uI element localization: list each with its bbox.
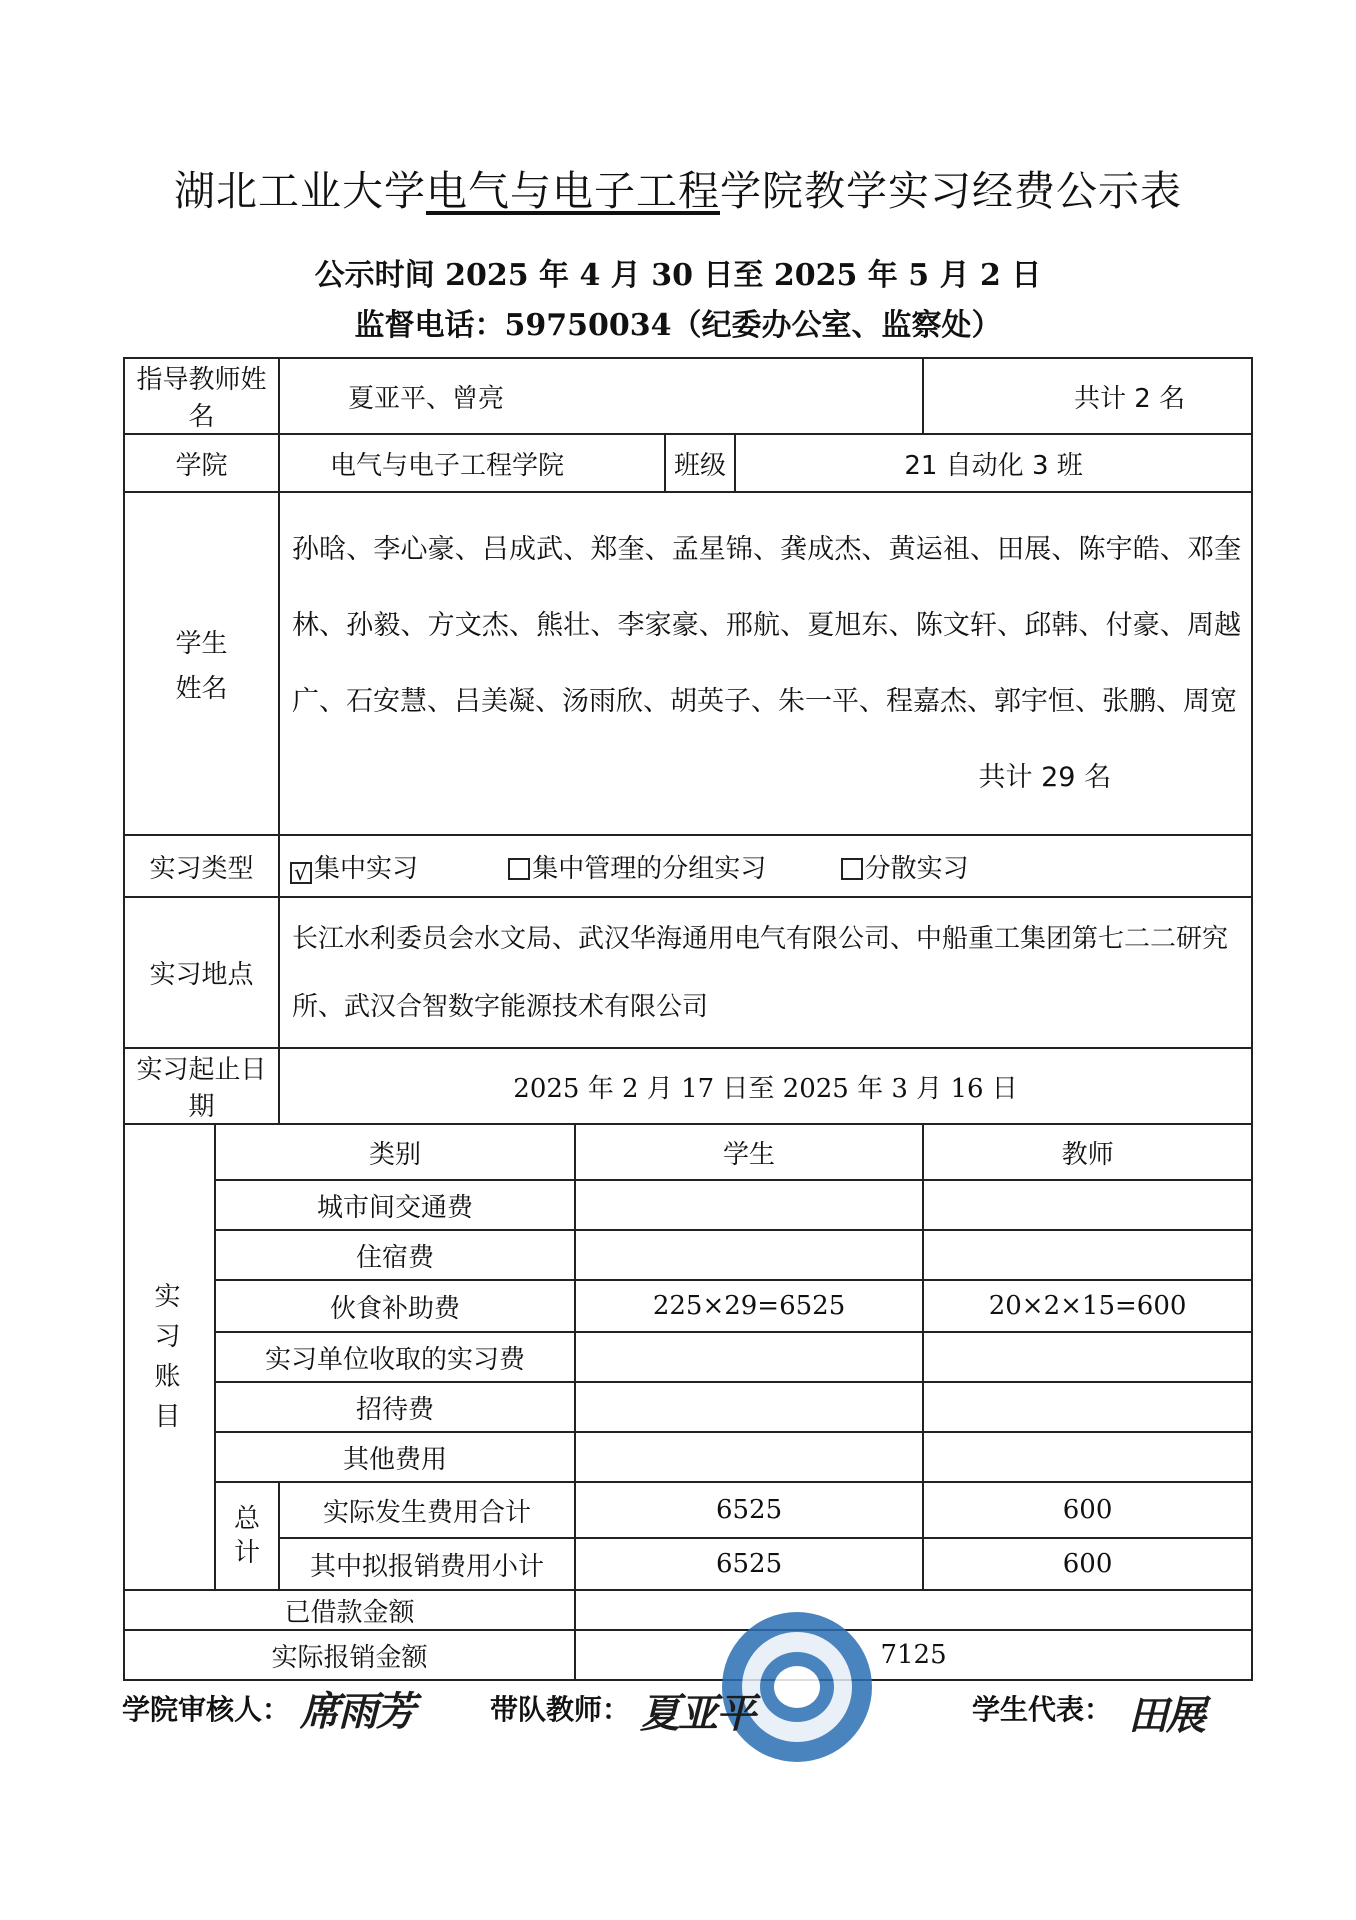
title-suffix: 学院教学实习经费公示表: [720, 167, 1182, 215]
row-category: 城市间交通费: [215, 1180, 575, 1230]
checkbox-checked-icon: √: [290, 862, 312, 884]
table-row: [124, 1432, 1252, 1482]
teacher-label: 指导教师姓名: [124, 358, 279, 434]
total-category: 实际发生费用合计: [279, 1482, 575, 1538]
subtotal-student: 6525: [575, 1538, 923, 1590]
total-label-text: 总计: [234, 1504, 261, 1568]
lead-teacher-label: 带队教师：: [490, 1693, 631, 1726]
date-value: 2025 年 2 月 17 日至 2025 年 3 月 16 日: [279, 1048, 1252, 1124]
total-row: [124, 1482, 1252, 1538]
type-row: [124, 835, 1252, 897]
college-value: 电气与电子工程学院: [279, 434, 665, 492]
row-category: 伙食补助费: [215, 1280, 575, 1332]
publicity-time: 公示时间 2025 年 4 月 30 日至 2025 年 5 月 2 日: [314, 258, 1042, 293]
student-names-cell: [279, 492, 1252, 835]
row-category: 其他费用: [215, 1432, 575, 1482]
row-category: 住宿费: [215, 1230, 575, 1280]
page-title: [0, 158, 1356, 217]
title-college: 电气与电子工程: [426, 167, 720, 215]
total-label: [215, 1482, 279, 1590]
student-label-line1: 学生: [175, 628, 228, 659]
teacher-total: 共计 2 名: [923, 358, 1252, 434]
type-label: 实习类型: [124, 835, 279, 897]
row-student: 225×29=6525: [575, 1280, 923, 1332]
total-teacher: 600: [923, 1482, 1252, 1538]
row-teacher: [923, 1230, 1252, 1280]
student-rep-signature: 田展: [1128, 1693, 1204, 1739]
teacher-row: [124, 358, 1252, 434]
accounts-section-text: 实习账目: [154, 1282, 185, 1432]
signature-row: [0, 1688, 1356, 1768]
row-category: 招待费: [215, 1382, 575, 1432]
table-row: [124, 1280, 1252, 1332]
date-label: 实习起止日期: [124, 1048, 279, 1124]
type-options: [279, 835, 1252, 897]
type-option-label: 集中实习: [314, 853, 419, 884]
date-row: [124, 1048, 1252, 1124]
class-label: 班级: [665, 434, 735, 492]
subtotal-category: 其中拟报销费用小计: [279, 1538, 575, 1590]
row-teacher: [923, 1432, 1252, 1482]
location-label: 实习地点: [124, 897, 279, 1048]
row-teacher: 20×2×15=600: [923, 1280, 1252, 1332]
subtotal-row: [124, 1538, 1252, 1590]
type-option-centralized: [290, 854, 418, 884]
expense-table: [123, 357, 1253, 1681]
table-row: [124, 1180, 1252, 1230]
reviewer-label: 学院审核人：: [122, 1693, 291, 1726]
col-category: 类别: [215, 1124, 575, 1180]
row-teacher: [923, 1332, 1252, 1382]
reviewer-signature: 席雨芳: [300, 1689, 414, 1735]
accounts-header-row: [124, 1124, 1252, 1180]
reimburse-value: 7125: [575, 1630, 1252, 1680]
college-row: [124, 434, 1252, 492]
checkbox-empty-icon: [508, 858, 530, 880]
table-row: [124, 1332, 1252, 1382]
type-option-label: 集中管理的分组实习: [532, 853, 767, 884]
student-total: 共计 29 名: [978, 761, 1112, 793]
row-teacher: [923, 1382, 1252, 1432]
borrowed-value: [575, 1590, 1252, 1630]
students-row: [124, 492, 1252, 835]
col-student: 学生: [575, 1124, 923, 1180]
table-row: [124, 1230, 1252, 1280]
supervision-hotline: 监督电话：59750034（纪委办公室、监察处）: [354, 308, 1002, 343]
type-option-label: 分散实习: [864, 853, 969, 884]
borrowed-row: [124, 1590, 1252, 1630]
type-option-dispersed: [841, 854, 969, 884]
college-label: 学院: [124, 434, 279, 492]
subtotal-teacher: 600: [923, 1538, 1252, 1590]
student-rep-label: 学生代表：: [972, 1693, 1113, 1726]
location-value: 长江水利委员会水文局、武汉华海通用电气有限公司、中船重工集团第七二二研究所、武汉合智数字能源技术有限公司: [279, 897, 1252, 1048]
row-student: [575, 1180, 923, 1230]
table-row: [124, 1382, 1252, 1432]
student-names: 孙晗、李心豪、吕成武、郑奎、孟星锦、龚成杰、黄运祖、田展、陈宇皓、邓奎林、孙毅、方文杰、熊壮、李家豪、邢航、夏旭东、陈文轩、邱韩、付豪、周越广、石安慧、吕美凝、汤雨欣、胡英子、朱一平、程嘉杰、郭宇恒、张鹏、周宽: [292, 533, 1242, 717]
row-student: [575, 1382, 923, 1432]
row-student: [575, 1230, 923, 1280]
teacher-names: 夏亚平、曾亮: [279, 358, 923, 434]
student-label: [124, 492, 279, 835]
student-label-line2: 姓名: [175, 673, 228, 704]
row-category: 实习单位收取的实习费: [215, 1332, 575, 1382]
borrowed-label: 已借款金额: [124, 1590, 575, 1630]
reimburse-label: 实际报销金额: [124, 1630, 575, 1680]
title-prefix: 湖北工业大学: [174, 167, 426, 215]
class-value: 21 自动化 3 班: [735, 434, 1252, 492]
location-row: [124, 897, 1252, 1048]
lead-teacher-signature: 夏亚平: [640, 1691, 754, 1737]
row-student: [575, 1332, 923, 1382]
accounts-section-label: [124, 1124, 215, 1590]
col-teacher: 教师: [923, 1124, 1252, 1180]
row-teacher: [923, 1180, 1252, 1230]
reimburse-row: [124, 1630, 1252, 1680]
row-student: [575, 1432, 923, 1482]
checkbox-empty-icon: [841, 858, 863, 880]
type-option-grouped: [508, 854, 766, 884]
total-student: 6525: [575, 1482, 923, 1538]
